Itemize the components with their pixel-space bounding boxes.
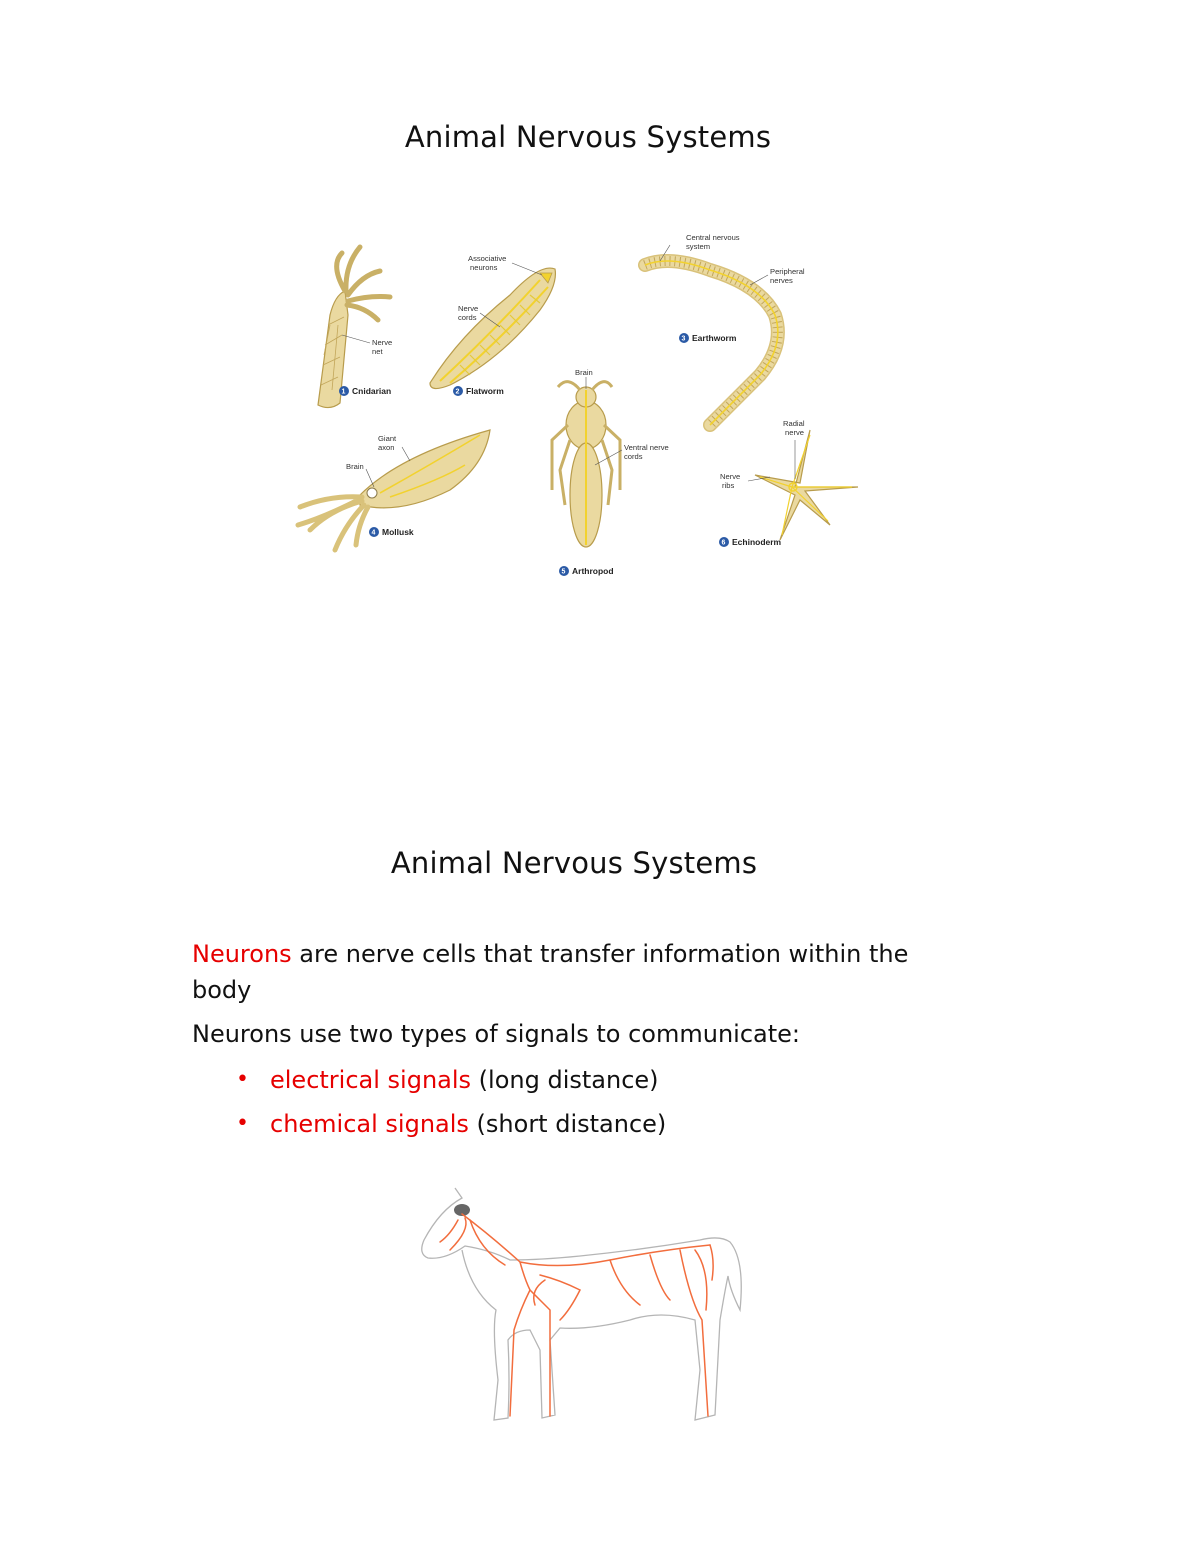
echinoderm-illustration <box>719 419 858 547</box>
svg-text:Associative: Associative <box>468 254 507 263</box>
svg-text:Cnidarian: Cnidarian <box>352 386 392 396</box>
svg-text:Nerve: Nerve <box>458 304 479 313</box>
section-title: Animal Nervous Systems <box>390 846 758 880</box>
signal-types-list <box>236 1060 666 1148</box>
svg-text:neurons: neurons <box>470 263 498 272</box>
svg-text:axon: axon <box>378 443 395 452</box>
svg-text:net: net <box>372 347 383 356</box>
page-title: Animal Nervous Systems <box>404 120 772 154</box>
neurons-definition-paragraph <box>192 936 912 1008</box>
flatworm-illustration <box>430 254 555 396</box>
svg-text:Earthworm: Earthworm <box>692 333 737 343</box>
svg-text:cords: cords <box>458 313 477 322</box>
signal-type-highlight: chemical signals <box>270 1110 469 1138</box>
svg-text:6: 6 <box>721 539 726 547</box>
list-item <box>236 1104 666 1148</box>
svg-text:cords: cords <box>624 452 643 461</box>
svg-text:Ventral nerve: Ventral nerve <box>624 443 669 452</box>
svg-text:nerves: nerves <box>770 276 793 285</box>
svg-text:Peripheral: Peripheral <box>770 267 805 276</box>
arthropod-illustration <box>552 368 669 576</box>
signal-type-highlight: electrical signals <box>270 1066 472 1094</box>
svg-text:Brain: Brain <box>346 462 364 471</box>
svg-text:Mollusk: Mollusk <box>382 527 414 537</box>
svg-text:1: 1 <box>341 388 346 396</box>
svg-text:4: 4 <box>371 529 376 537</box>
signal-type-detail: (short distance) <box>468 1110 667 1138</box>
mollusk-illustration <box>298 430 490 550</box>
svg-text:system: system <box>686 242 711 251</box>
svg-text:3: 3 <box>681 335 686 343</box>
svg-text:2: 2 <box>455 388 460 396</box>
invertebrate-nervous-systems-figure <box>290 225 870 590</box>
earthworm-illustration <box>645 233 805 425</box>
cnidarian-illustration <box>318 247 392 408</box>
svg-text:Nerve: Nerve <box>372 338 393 347</box>
svg-text:ribs: ribs <box>722 481 735 490</box>
signals-intro-paragraph: Neurons use two types of signals to communicate: <box>192 1020 801 1048</box>
neurons-definition-text: are nerve cells that transfer information within the body <box>192 940 909 1004</box>
horse-nervous-system-illustration <box>410 1180 750 1430</box>
svg-text:Nerve: Nerve <box>720 472 741 481</box>
svg-text:5: 5 <box>561 568 566 576</box>
svg-text:Central nervous: Central nervous <box>686 233 740 242</box>
bullet-icon: • <box>236 1111 249 1136</box>
svg-text:Arthropod: Arthropod <box>572 566 614 576</box>
signal-type-detail: (long distance) <box>471 1066 659 1094</box>
svg-text:Brain: Brain <box>575 368 593 377</box>
svg-text:Giant: Giant <box>378 434 397 443</box>
svg-text:Radial: Radial <box>783 419 805 428</box>
neurons-highlight: Neurons <box>192 940 292 968</box>
svg-text:nerve: nerve <box>785 428 804 437</box>
svg-text:Echinoderm: Echinoderm <box>732 537 782 547</box>
list-item <box>236 1060 666 1104</box>
bullet-icon: • <box>236 1067 249 1092</box>
svg-text:Flatworm: Flatworm <box>466 386 504 396</box>
